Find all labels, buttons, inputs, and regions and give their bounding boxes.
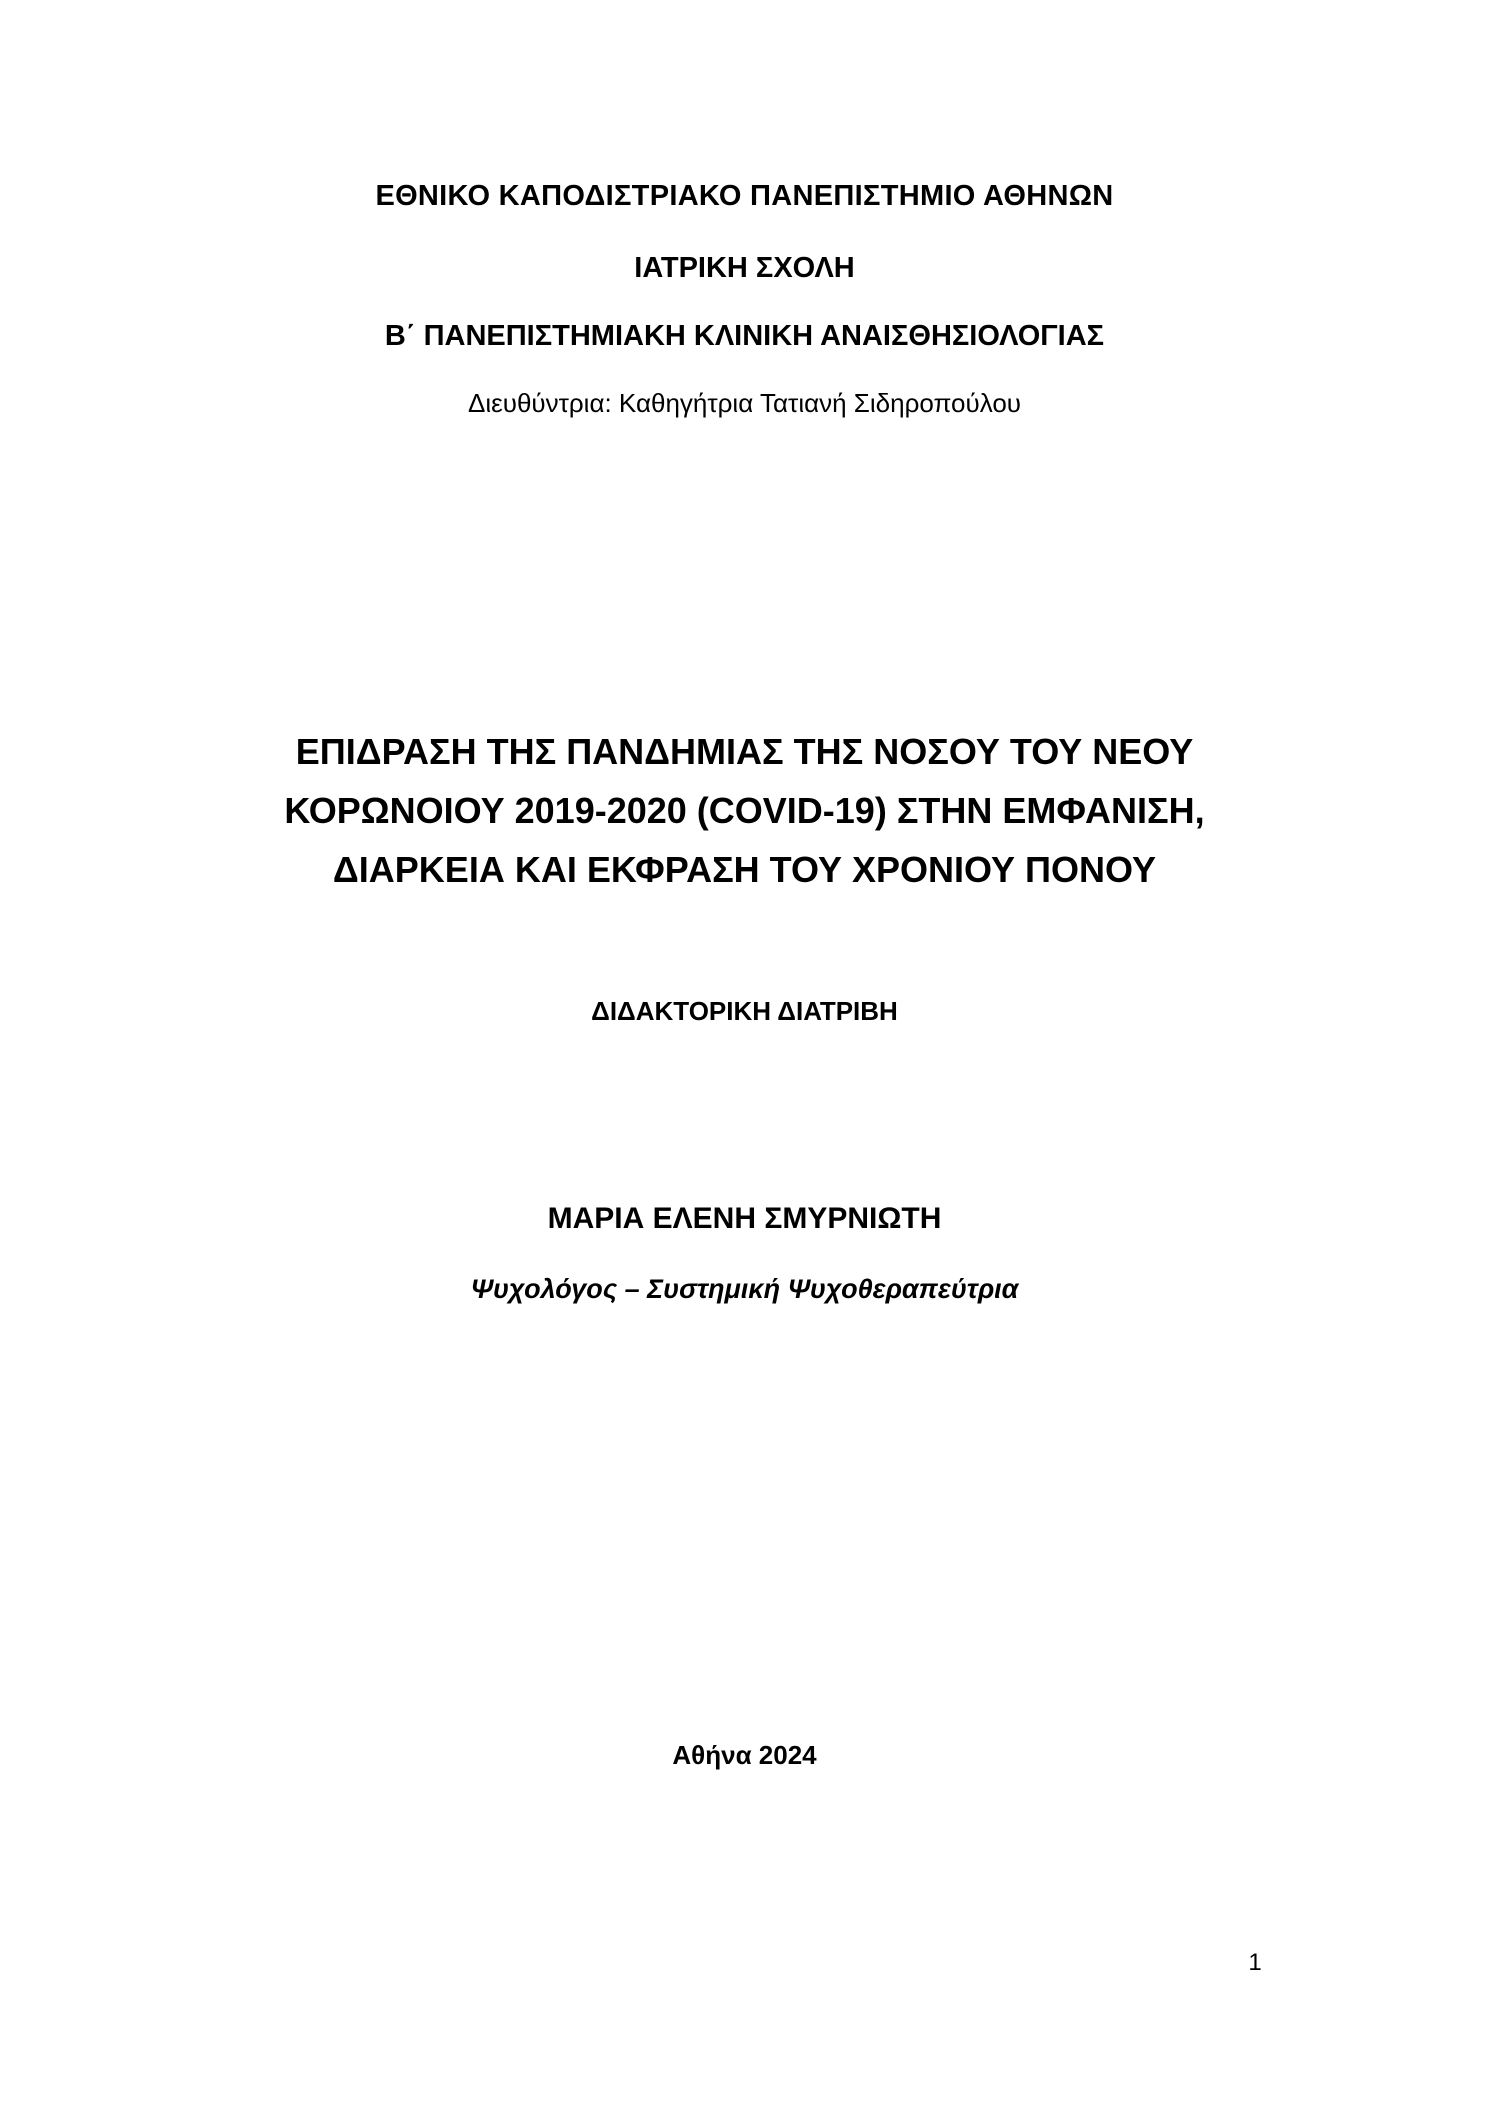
director-line: Διευθύντρια: Καθηγήτρια Τατιανή Σιδηροπούλου [467, 388, 1022, 418]
author-name: ΜΑΡΙΑ ΕΛΕΝΗ ΣΜΥΡΝΙΩΤΗ [547, 1202, 942, 1235]
university-name: ΕΘΝΙΚΟ ΚΑΠΟΔΙΣΤΡΙΑΚΟ ΠΑΝΕΠΙΣΤΗΜΙΟ ΑΘΗΝΩΝ [375, 180, 1114, 212]
thesis-title-line-1: ΕΠΙΔΡΑΣΗ ΤΗΣ ΠΑΝΔΗΜΙΑΣ ΤΗΣ ΝΟΣΟΥ ΤΟΥ ΝΕΟΥ [295, 731, 1194, 772]
page-number: 1 [1248, 1949, 1262, 1976]
author-profession: Ψυχολόγος – Συστημική Ψυχοθεραπεύτρια [470, 1274, 1019, 1304]
thesis-type: ΔΙΔΑΚΤΟΡΙΚΗ ΔΙΑΤΡΙΒΗ [591, 996, 898, 1026]
place-date: Αθήνα 2024 [672, 1740, 817, 1770]
thesis-title [0, 722, 1489, 899]
clinic-name: Β΄ ΠΑΝΕΠΙΣΤΗΜΙΑΚΗ ΚΛΙΝΙΚΗ ΑΝΑΙΣΘΗΣΙΟΛΟΓΙΑΣ [384, 320, 1105, 352]
school-name: ΙΑΤΡΙΚΗ ΣΧΟΛΗ [634, 252, 855, 284]
thesis-title-line-3: ΔΙΑΡΚΕΙΑ ΚΑΙ ΕΚΦΡΑΣΗ ΤΟΥ ΧΡΟΝΙΟΥ ΠΟΝΟΥ [332, 849, 1157, 890]
thesis-title-line-2: ΚΟΡΩΝΟΙΟΥ 2019-2020 (COVID-19) ΣΤΗΝ ΕΜΦΑΝΙΣΗ, [284, 790, 1205, 831]
